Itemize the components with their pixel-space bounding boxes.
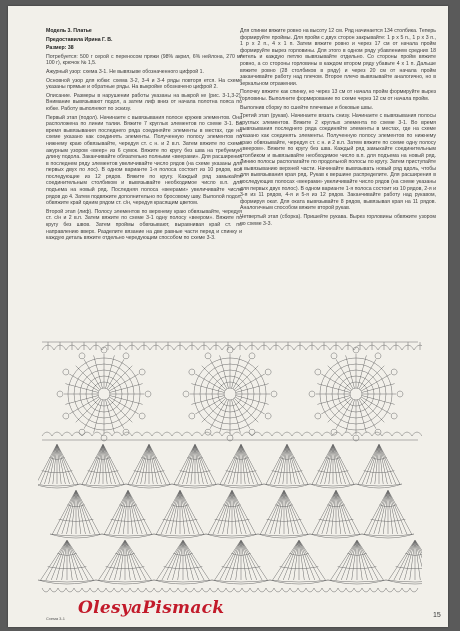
model-title: Модель 3. Платье bbox=[46, 28, 92, 34]
crochet-chart-drawing bbox=[38, 336, 422, 606]
stage-one-paragraph: Первый этап (подол). Начинаете с вывязывания полосе кружев элементов. Она расположена по линии талии. Вяжите 7 круглых элементов по схеме 3-1. Во время вывязывания последнего ряда соединяйте элементы в местах, где на схеме указано как соединять элементы. Полученную полосу элементов по нижнему краю обвязывайте, чередуя ст. с н. и 2 в.п. Затем вяжите по схеме ажурным узором «веер» из 6 сумок. Вяжите по кругу без шва на требуемую длину подола. Заканчивайте обязательно полными «веерами». Для расширения в последнем ряду элементов увеличивайте число рядов (на схеме указаны для первых двух по лос). В одном варианте 1-я полоса состоит из 10 рядов, все последующие из 12 рядов. Вяжите по кругу. Каждый ряд замыкайте соединительным столбиком и вывязывайте необходимое число в.п. для подъема на новый ряд. Последняя полоса «веерами» увеличивайте число рядов до 4. Затем подвяжите дополнительно по бросовому шву. Выполой подол, обвяжите край одним рядом ст. с/н, чередуя красящим цветом. bbox=[46, 114, 242, 207]
seams-paragraph: Выполнив сборку по сшейте плечевые и боковые швы. bbox=[240, 104, 374, 111]
chart-lines bbox=[38, 342, 422, 592]
right-text-column bbox=[240, 28, 436, 229]
main-pattern-paragraph: Основной узор для юбки: схема 3-2, 3-4 и 3-4 ряды повторя ется. На схеме указаны прямые и обратные ряды. На выкройке обозначено цифрой 2. bbox=[46, 77, 242, 91]
stage-two-paragraph: Второй этап (лиф). Полосу элементов по верхнему краю обвязывайте, чередуя ст. с/н и 2 в.п. Затем вяжите по схеме 3-1 одну полосу «веером». Вяжите по кругу без швов. Затем проймы обвязывают, выравнивая край ст. по направлению вверх. Разделите вязание на две равные части перед и спинку и каждую деталь вяжите отдельно чередующим способом по схеме 3-3. bbox=[46, 208, 242, 242]
front-paragraph: Полочку вяжите как спинку, но через 13 см от начала пройм формируйте вырез горловины. Выполните формирование по схеме через 12 см от начала пройм. bbox=[240, 89, 436, 102]
page-number: 15 bbox=[433, 612, 441, 619]
description-paragraph: Описание. Размеры в нарушении работы указаны на выкрой ке (рис. 3-1,3-2). Внимание вывязывают подол, а затем лиф вниз от начала полотна пояса по юбке. Работу выполняют по эскизу. bbox=[46, 92, 242, 112]
stage-four-paragraph: Четвертый этап (сборка). Пришейте рукава. Вырез горловины обвяжите узором по схеме 3-3. bbox=[240, 214, 436, 227]
left-text-column bbox=[46, 28, 242, 244]
back-paragraph: Для спинки вяжите ровно на высоту 12 см. Ряд начинается 134 столбика. Теперь формируйте проймы. Для пройм с двух сторон закрывайте: 1 р х 5 п., 1 р х 3 п., 1 р х 2 п., 4 х 1 п. Затем вяжите ровно и через 17 см от начала пройм формируйте вырез горловины. Для этого в одном ряду убавлением средних 18 петель и каждую петлю вывязывайте отдельно. Со стороны пройм вяжите ровно, а со стороны горловины в каждом втором ряду убавьте 4 х 1 п. Дальше вяжите ровно (28 столбиков в ряду) и через 20 см от начала пройм заканчивайте работу над плечом. Второе плечо вывязывайте аналогично, но в зеркальном отражении. bbox=[240, 28, 436, 87]
watermark-signature: OlesyaPismack bbox=[78, 598, 225, 618]
magazine-page bbox=[8, 6, 448, 627]
author-line: Предоставила Ирина Г. В. bbox=[46, 36, 113, 43]
materials-paragraph: Потребуется: 500 г серой с переносом пряжи (98% акрил, 6% нейлона, 270 м/ 100 г), крючок № 1,5. bbox=[46, 53, 242, 67]
stage-three-paragraph: Третий этап (рукав). Начинаете вязать снизу. Начинаете с вывязывания полосы круглых элементов. Вяжите 2 круглых элемента по схеме 3-1. Во время вывязывания последнего ряда соединяйте элементы в местах, где на схеме указано как соединять элементы. Полученную полосу элементов по нижнему краю обвязывайте, чередуя ст. с н. и 2 в.п. Затем вяжите по схеме одну полосу «веером». Вяжите по кругу без шва. Каждый ряд замыкайте соединительным столбиком и вывязывайте необходимое число в.п. для подъема на новый ряд. Линию полосы располагайте по продольной полосы по кругу. Затем приступайте к вывязыванию верхней части. Начинайте вывязывать новый ряд вдоль, чтобы для вывязывания края ряд. Рукав к вершине распределите. Для расширения в последующих полосах «веерами» увеличивайте число рядов (на схеме указаны для первых двух полос). В одном варианте 1-я полоса состоит из 10 рядов, 2-я и 3-я из 11 рядов, 4-я и 5-я из 12 рядов. Заканчивайте работу над рукавом, формируя окат. Для оката вывязывайте 8 рядов, вывязывая края на 11 рядов. Аналогичным способом вяжите второй рукав. bbox=[240, 113, 436, 212]
lace-pattern-paragraph: Ажурный узор: схема 3-1. Не вывязыве обозначенного цифрой 1. bbox=[46, 68, 204, 75]
schema-label: Схема 3-1 bbox=[46, 616, 65, 621]
crochet-chart bbox=[38, 336, 422, 606]
size-line: Размер: 38 bbox=[46, 45, 74, 52]
